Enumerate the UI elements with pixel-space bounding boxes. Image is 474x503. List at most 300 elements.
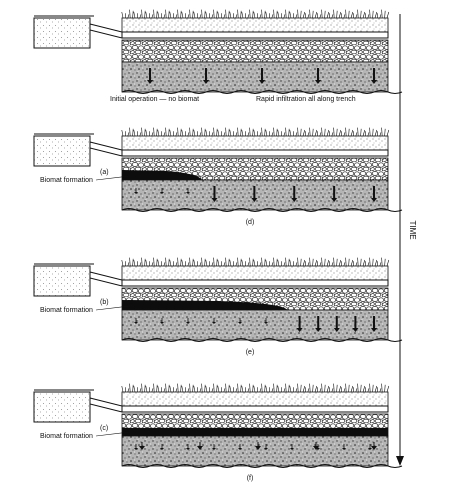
grass-blade [188, 262, 189, 266]
grass-blade [130, 384, 131, 392]
grass-blade [325, 385, 326, 392]
grass-blade [200, 262, 201, 266]
grass-blade [193, 11, 194, 18]
grass-blade [274, 128, 275, 136]
grass-blade [272, 262, 273, 266]
grass-blade [193, 259, 194, 266]
grass-blade [226, 258, 227, 266]
grass-blade [382, 128, 383, 136]
grass-blade [218, 260, 219, 266]
grass-blade [322, 128, 323, 136]
grass-blade [284, 388, 285, 392]
grass-blade [236, 14, 237, 18]
grass-blade [169, 129, 170, 136]
grass-blade [358, 258, 359, 266]
grass-blade [260, 132, 261, 136]
grass-blade [242, 12, 243, 18]
soil-layer [122, 62, 388, 92]
grass-blade [154, 258, 155, 266]
grass-blade [229, 385, 230, 392]
grass-blade [296, 388, 297, 392]
grass-blade [334, 384, 335, 392]
grass-blade [387, 12, 389, 18]
grass-blade [274, 258, 275, 266]
panel-a-d [34, 128, 402, 226]
grass-blade [190, 384, 191, 392]
grass-blade [356, 262, 357, 266]
grass-blade [370, 258, 371, 266]
grass-blade [298, 10, 299, 18]
grass-blade [241, 259, 242, 266]
grass-blade [133, 11, 134, 18]
grass-blade [315, 130, 317, 136]
grass-blade [193, 385, 194, 392]
grass-blade [238, 128, 239, 136]
grass-blade [142, 384, 143, 392]
grass-blade [265, 259, 266, 266]
grass-blade [122, 12, 123, 18]
grass-blade [320, 262, 321, 266]
grass-blade [290, 386, 291, 392]
grass-blade [130, 258, 131, 266]
grass-blade [169, 259, 170, 266]
grass-blade [236, 262, 237, 266]
caption-initial: Initial operation — no biomat [110, 96, 200, 103]
grass-blade [286, 384, 287, 392]
grass-blade [274, 384, 275, 392]
grass-blade [128, 388, 129, 392]
grass-blade [361, 385, 362, 392]
grass-blade [262, 10, 263, 18]
grass-blade [349, 385, 350, 392]
grass-blade [334, 10, 335, 18]
distribution-pipe [122, 150, 388, 156]
grass-blade [214, 10, 215, 18]
grass-blade [310, 258, 311, 266]
grass-blade [224, 132, 225, 136]
septic-tank [34, 136, 90, 166]
grass-blade [373, 11, 374, 18]
topsoil-layer [122, 136, 388, 150]
grass-blade [260, 388, 261, 392]
grass-blade [170, 12, 171, 18]
grass-blade [368, 132, 369, 136]
grass-blade [152, 132, 153, 136]
grass-blade [339, 260, 341, 266]
grass-blade [145, 129, 146, 136]
grass-blade [190, 128, 191, 136]
grass-blade [278, 386, 279, 392]
grass-blade [214, 258, 215, 266]
caption-rapid: Rapid infiltration all along trench [256, 96, 356, 103]
grass-blade [290, 130, 291, 136]
grass-blade [176, 388, 177, 392]
grass-blade [194, 130, 195, 136]
grass-blade [202, 10, 203, 18]
grass-blade [277, 129, 278, 136]
grass-blade [289, 385, 290, 392]
grass-blade [310, 384, 311, 392]
grass-blade [166, 10, 167, 18]
grass-blade [217, 11, 218, 18]
topsoil-layer [122, 18, 388, 32]
grass-blade [382, 384, 383, 392]
grass-blade [229, 129, 230, 136]
grass-blade [375, 130, 377, 136]
grass-blade [363, 386, 365, 392]
grass-blade [278, 260, 279, 266]
grass-blade [217, 385, 218, 392]
grass-blade [277, 11, 278, 18]
grass-blade [133, 259, 134, 266]
grass-blade [190, 10, 191, 18]
side-letter-label: (a) [100, 169, 109, 176]
grass-blade [327, 386, 329, 392]
grass-blade [373, 385, 374, 392]
grass-blade [278, 12, 279, 18]
grass-blade [346, 10, 347, 18]
panel-b-e [34, 258, 402, 356]
grass-blade [248, 262, 249, 266]
grass-blade [176, 262, 177, 266]
grass-blade [166, 128, 167, 136]
distribution-pipe [122, 406, 388, 412]
grass-blade [229, 259, 230, 266]
grass-blade [368, 14, 369, 18]
grass-blade [346, 384, 347, 392]
grass-blade [266, 386, 267, 392]
grass-blade [301, 129, 302, 136]
grass-blade [253, 259, 254, 266]
grass-blade [253, 385, 254, 392]
grass-blade [337, 129, 338, 136]
grass-blade [218, 386, 219, 392]
grass-blade [230, 12, 231, 18]
grass-blade [212, 262, 213, 266]
grass-blade [218, 12, 219, 18]
grass-blade [284, 14, 285, 18]
grass-blade [166, 384, 167, 392]
grass-blade [315, 386, 317, 392]
grass-blade [320, 14, 321, 18]
grass-blade [241, 385, 242, 392]
grass-blade [169, 11, 170, 18]
grass-blade [200, 132, 201, 136]
grass-blade [358, 10, 359, 18]
grass-cover [122, 10, 389, 18]
grass-blade [361, 11, 362, 18]
grass-blade [310, 128, 311, 136]
grass-blade [241, 129, 242, 136]
grass-blade [301, 259, 302, 266]
grass-blade [154, 128, 155, 136]
grass-blade [140, 132, 141, 136]
grass-blade [332, 388, 333, 392]
grass-blade [262, 258, 263, 266]
grass-blade [158, 130, 159, 136]
grass-blade [188, 132, 189, 136]
outlet-pipe [90, 142, 122, 156]
grass-blade [164, 14, 165, 18]
biomat-formation-label: Biomat formation [40, 433, 93, 440]
grass-blade [286, 128, 287, 136]
grass-blade [266, 260, 267, 266]
grass-blade [182, 386, 183, 392]
septic-tank [34, 266, 90, 296]
grass-blade [337, 11, 338, 18]
grass-blade [188, 388, 189, 392]
septic-tank [34, 18, 90, 48]
grass-blade [272, 14, 273, 18]
grass-blade [250, 128, 251, 136]
grass-blade [382, 258, 383, 266]
grass-blade [122, 386, 123, 392]
grass-blade [194, 386, 195, 392]
grass-blade [250, 10, 251, 18]
grass-blade [128, 132, 129, 136]
grass-blade [140, 388, 141, 392]
gravel-layer [122, 40, 388, 62]
grass-blade [224, 14, 225, 18]
grass-blade [325, 129, 326, 136]
outlet-pipe [90, 272, 122, 286]
grass-blade [320, 388, 321, 392]
grass-blade [206, 130, 207, 136]
grass-blade [254, 12, 255, 18]
grass-blade [356, 388, 357, 392]
grass-blade [296, 14, 297, 18]
grass-blade [368, 262, 369, 266]
distribution-pipe [122, 32, 388, 38]
grass-blade [158, 260, 159, 266]
grass-blade [356, 132, 357, 136]
grass-blade [325, 11, 326, 18]
grass-blade [182, 260, 183, 266]
grass-blade [277, 385, 278, 392]
grass-blade [334, 128, 335, 136]
grass-blade [181, 129, 182, 136]
grass-blade [339, 12, 341, 18]
grass-blade [205, 385, 206, 392]
grass-blade [130, 10, 131, 18]
grass-blade [351, 260, 353, 266]
grass-blade [142, 258, 143, 266]
grass-blade [332, 14, 333, 18]
grass-blade [303, 260, 305, 266]
grass-blade [238, 384, 239, 392]
biomat-formation-label: Biomat formation [40, 307, 93, 314]
grass-blade [344, 262, 345, 266]
grass-blade [224, 388, 225, 392]
grass-blade [206, 386, 207, 392]
grass-blade [229, 11, 230, 18]
grass-blade [181, 11, 182, 18]
grass-blade [190, 258, 191, 266]
grass-blade [134, 130, 135, 136]
grass-blade [230, 130, 231, 136]
grass-cover [122, 258, 389, 266]
time-axis [396, 14, 417, 466]
grass-blade [375, 260, 377, 266]
grass-blade [254, 260, 255, 266]
grass-blade [344, 132, 345, 136]
grass-blade [313, 11, 314, 18]
grass-blade [242, 260, 243, 266]
grass-blade [385, 385, 386, 392]
grass-blade [380, 14, 381, 18]
grass-blade [322, 10, 323, 18]
grass-blade [178, 128, 179, 136]
grass-blade [140, 262, 141, 266]
topsoil-layer [122, 392, 388, 406]
topsoil-layer [122, 266, 388, 280]
grass-blade [202, 384, 203, 392]
grass-blade [145, 259, 146, 266]
grass-blade [164, 132, 165, 136]
grass-blade [248, 14, 249, 18]
grass-blade [154, 384, 155, 392]
grass-blade [303, 130, 305, 136]
grass-blade [254, 130, 255, 136]
outlet-pipe [90, 398, 122, 412]
grass-blade [272, 132, 273, 136]
grass-blade [205, 129, 206, 136]
grass-blade [134, 386, 135, 392]
grass-blade [289, 129, 290, 136]
grass-blade [214, 128, 215, 136]
grass-blade [224, 262, 225, 266]
grass-blade [236, 388, 237, 392]
grass-blade [370, 384, 371, 392]
grass-blade [363, 130, 365, 136]
grass-blade [226, 10, 227, 18]
panel-letter-label: (e) [245, 349, 255, 356]
grass-blade [373, 129, 374, 136]
grass-blade [181, 385, 182, 392]
grass-blade [375, 386, 377, 392]
grass-blade [301, 385, 302, 392]
grass-blade [349, 259, 350, 266]
grass-blade [370, 128, 371, 136]
grass-blade [332, 132, 333, 136]
grass-blade [278, 130, 279, 136]
grass-blade [363, 12, 365, 18]
grass-blade [242, 130, 243, 136]
panel-initial [34, 10, 402, 94]
panels-layer [34, 10, 402, 482]
grass-blade [238, 258, 239, 266]
grass-blade [349, 11, 350, 18]
grass-blade [182, 12, 183, 18]
grass-blade [152, 388, 153, 392]
soil-layer [122, 436, 388, 466]
grass-blade [298, 258, 299, 266]
grass-blade [218, 130, 219, 136]
grass-blade [380, 262, 381, 266]
grass-blade [242, 386, 243, 392]
grass-blade [212, 132, 213, 136]
grass-blade [158, 386, 159, 392]
grass-blade [128, 262, 129, 266]
grass-blade [260, 262, 261, 266]
grass-blade [370, 10, 371, 18]
grass-blade [146, 130, 147, 136]
grass-blade [205, 11, 206, 18]
grass-blade [128, 14, 129, 18]
grass-blade [337, 385, 338, 392]
grass-blade [241, 11, 242, 18]
grass-blade [380, 132, 381, 136]
grass-blade [296, 132, 297, 136]
grass-blade [248, 132, 249, 136]
grass-blade [248, 388, 249, 392]
grass-blade [178, 384, 179, 392]
grass-blade [387, 130, 389, 136]
grass-blade [193, 129, 194, 136]
grass-cover [122, 128, 389, 136]
grass-blade [178, 10, 179, 18]
grass-blade [265, 11, 266, 18]
grass-blade [142, 10, 143, 18]
grass-blade [202, 258, 203, 266]
grass-blade [181, 259, 182, 266]
grass-blade [322, 258, 323, 266]
grass-blade [296, 262, 297, 266]
grass-blade [170, 386, 171, 392]
panel-letter-label: (f) [246, 475, 254, 482]
grass-blade [178, 258, 179, 266]
grass-blade [346, 128, 347, 136]
grass-blade [327, 12, 329, 18]
grass-blade [152, 262, 153, 266]
grass-blade [286, 258, 287, 266]
grass-blade [238, 10, 239, 18]
grass-blade [194, 260, 195, 266]
septic-tank [34, 392, 90, 422]
grass-blade [313, 129, 314, 136]
time-axis-arrowhead [396, 456, 404, 466]
grass-blade [230, 386, 231, 392]
grass-blade [308, 262, 309, 266]
grass-blade [373, 259, 374, 266]
grass-blade [164, 262, 165, 266]
grass-blade [262, 128, 263, 136]
grass-blade [339, 130, 341, 136]
grass-blade [236, 132, 237, 136]
grass-blade [146, 386, 147, 392]
grass-blade [260, 14, 261, 18]
grass-blade [157, 259, 158, 266]
grass-blade [169, 385, 170, 392]
grass-blade [157, 11, 158, 18]
grass-blade [351, 12, 353, 18]
grass-blade [361, 129, 362, 136]
grass-blade [206, 260, 207, 266]
grass-blade [272, 388, 273, 392]
grass-blade [182, 130, 183, 136]
grass-blade [368, 388, 369, 392]
grass-blade [158, 12, 159, 18]
grass-cover [122, 384, 389, 392]
grass-blade [325, 259, 326, 266]
grass-blade [351, 386, 353, 392]
grass-blade [334, 258, 335, 266]
grass-blade [356, 14, 357, 18]
grass-blade [332, 262, 333, 266]
grass-blade [200, 14, 201, 18]
side-letter-label: (b) [100, 299, 109, 306]
grass-blade [217, 259, 218, 266]
